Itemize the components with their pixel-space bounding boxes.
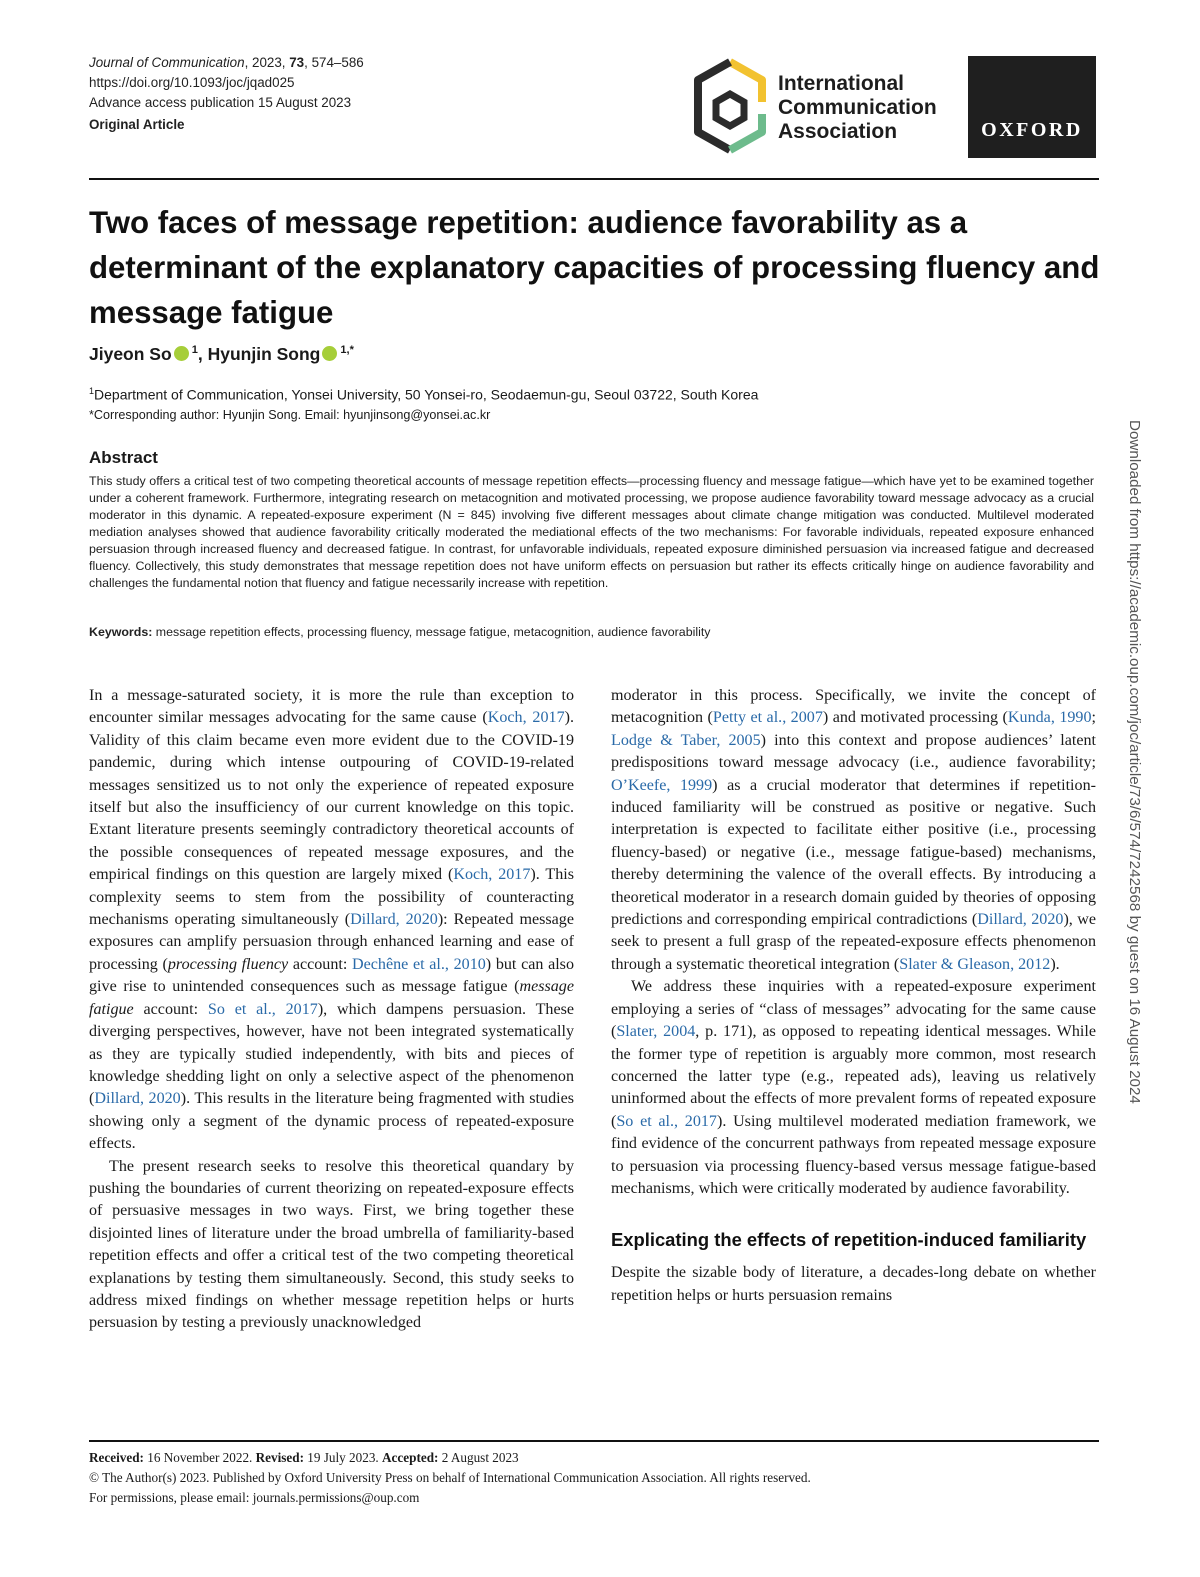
citation-link[interactable]: Dillard, 2020 [350, 911, 438, 929]
article-type: Original Article [89, 117, 185, 132]
body-paragraph: We address these inquiries with a repeated-exposure experiment employing a series of “class of messages” advocating for the same cause (Slater, 2004, p. 171), as opposed to repeating identical messages. While the former type of repetition is arguably more common, most research concerned the latter type (e.g., repeated ads), leaving us relatively uninformed about the effects of more prevalent forms of repeated exposure (So et al., 2017). Using multilevel moderated mediation framework, we find evidence of the concurrent pathways from repeated message exposure to persuasion via processing fluency-based versus message fatigue-based mechanisms, which were critically moderated by audience favorability. [611, 978, 1096, 1197]
citation-link[interactable]: Slater, 2004 [616, 1023, 696, 1041]
citation-link[interactable]: Dillard, 2020 [94, 1090, 181, 1108]
author-name[interactable]: Jiyeon So [89, 344, 172, 364]
doi-link[interactable]: https://doi.org/10.1093/joc/jqad025 [89, 75, 295, 90]
section-heading: Explicating the effects of repetition-induced familiarity [611, 1229, 1087, 1251]
orcid-icon[interactable] [174, 346, 189, 361]
abstract-body: This study offers a critical test of two competing theoretical accounts of message repetition effects—processing fluency and message fatigue—which have yet to be examined together under a coherent framework. Furthermore, integrating research on metacognition and motivated processing, we propose audience favorability toward message advocacy as a crucial moderator in this dynamic. A repeated-exposure experiment (N = 845) involving five different messages about climate change mitigation was conducted. Multilevel moderated mediation analyses showed that audience favorability critically moderated the mediational effects of the two mechanisms: For favorable individuals, repeated exposure enhanced persuasion through increased fluency and decreased fatigue. In contrast, for unfavorable individuals, repeated exposure diminished persuasion via increased fatigue and decreased fluency. Collectively, this study demonstrates that message repetition does not have uniform effects on persuasion but rather its effects critically hinge on audience favorability and challenges the fundamental notion that fluency and fatigue necessarily increase with repetition. [89, 474, 1094, 590]
orcid-icon[interactable] [322, 346, 337, 361]
body-paragraph: moderator in this process. Specifically, we invite the concept of metacognition (Petty et al., 2007) and motivated processing (Kunda, 1990; Lodge & Taber, 2005) into this context and propose audiences’ latent predispositions toward message advocacy (i.e., audience favorability; O’Keefe, 1999) as a crucial moderator that determines if repetition-induced familiarity will be construed as positive or negative. Such interpretation is expected to facilitate either positive (i.e., processing fluency-based) or negative (i.e., message fatigue-based) mechanisms, thereby determining the valence of the overall effects. By introducing a theoretical moderator in a research domain guided by theories of opposing predictions and corresponding empirical contradictions (Dillard, 2020), we seek to present a full grasp of the repeated-exposure effects phenomenon through a systematic theoretical integration (Slater & Gleason, 2012). [611, 687, 1097, 973]
ica-logo-icon [690, 56, 770, 158]
download-watermark: Downloaded from https://academic.oup.com/joc/article/73/6/574/7242568 by guest on 16 August 2024 [1126, 420, 1143, 1104]
author-list: Jiyeon So $^1$, Hyunjin Song $^{1,*}$ [89, 344, 354, 364]
advance-access-date: Advance access publication 15 August 2023 [89, 95, 352, 110]
footer-divider [89, 1440, 1099, 1442]
body-column-right [611, 685, 1096, 1307]
history-dates: Received: 16 November 2022. Revised: 19 July 2023. Accepted: 2 August 2023 [89, 1450, 519, 1465]
keywords: Keywords: message repetition effects, processing fluency, message fatigue, metacognition, audience favorability [89, 625, 711, 639]
citation-link[interactable]: O’Keefe, 1999 [611, 776, 713, 794]
body-column-left [89, 685, 574, 1335]
citation-link[interactable]: So et al., 2017 [616, 1112, 717, 1130]
abstract-heading: Abstract [89, 448, 158, 467]
author-name[interactable]: Hyunjin Song [207, 344, 321, 364]
copyright-notice: © The Author(s) 2023. Published by Oxford University Press on behalf of International Communication Association. All rights reserved. [89, 1470, 811, 1485]
citation-link[interactable]: Lodge & Taber, 2005 [611, 731, 761, 749]
citation-link[interactable]: Petty et al., 2007 [712, 709, 823, 727]
article-title: Two faces of message repetition: audience favorability as a determinant of the explanatory capacities of processing fluency and message fatigue [89, 205, 1100, 330]
body-paragraph: In a message-saturated society, it is more the rule than exception to encounter similar messages advocating for the same cause (Koch, 2017). Validity of this claim became even more evident due to the COVID-19 pandemic, during which intense outpouring of COVID-19-related messages sensitized us to not only the experience of repeated exposure itself but also the insufficiency of our current knowledge on this topic. Extant literature presents seemingly contradictory theoretical accounts of the possible consequences of repeated message exposures, and the empirical findings on this question are largely mixed (Koch, 2017). This complexity seems to stem from the possibility of counteracting mechanisms operating simultaneously (Dillard, 2020): Repeated message exposures can amplify persuasion through enhanced learning and ease of processing (processing fluency account: Dechêne et al., 2010) but can also give rise to unintended consequences such as message fatigue (message fatigue account: So et al., 2017), which dampens persuasion. These diverging perspectives, however, have not been integrated systematically as they are typically studied independently, with bits and pieces of knowledge shedding light on only a selective aspect of the phenomenon (Dillard, 2020). This results in the literature being fragmented with studies showing only a segment of the dynamic process of repeated-exposure effects. [89, 687, 575, 1153]
journal-metadata [89, 53, 364, 135]
citation-link[interactable]: So et al., 2017 [207, 1000, 318, 1018]
citation-link[interactable]: Dillard, 2020 [977, 911, 1064, 929]
header-divider [89, 178, 1099, 180]
citation-link[interactable]: Slater & Gleason, 2012 [899, 955, 1051, 973]
permissions-notice: For permissions, please email: journals.permissions@oup.com [89, 1490, 420, 1505]
citation-link[interactable]: Koch, 2017 [453, 866, 531, 884]
ica-name: International Communication Association [778, 72, 937, 143]
body-paragraph: The present research seeks to resolve this theoretical quandary by pushing the boundaries of current theorizing on repeated-exposure effects of persuasive messages in two ways. First, we bring together these disjointed lines of literature under the broad umbrella of familiarity-based repetition effects and offer a critical test of the two competing theoretical explanations by testing them simultaneously. Second, this study seeks to address mixed findings on whether message repetition helps or hurts persuasion by testing a previously unacknowledged [89, 1157, 574, 1332]
citation-link[interactable]: Koch, 2017 [487, 709, 565, 727]
article-footer [89, 1448, 1099, 1508]
citation-link[interactable]: Kunda, 1990 [1007, 709, 1092, 727]
corresponding-author: *Corresponding author: Hyunjin Song. Email: hyunjinsong@yonsei.ac.kr [89, 408, 491, 422]
affiliation: $^1$Department of Communication, Yonsei University, 50 Yonsei-ro, Seodaemun-gu, Seoul 03722, South Korea [89, 386, 759, 403]
citation-line: Journal of Communication, 2023, 73, 574–586 [89, 55, 364, 70]
body-paragraph: Despite the sizable body of literature, a decades-long debate on whether repetition helps or hurts persuasion remains [611, 1264, 1096, 1304]
oxford-logo: OXFORD [968, 56, 1096, 158]
citation-link[interactable]: Dechêne et al., 2010 [352, 955, 486, 973]
